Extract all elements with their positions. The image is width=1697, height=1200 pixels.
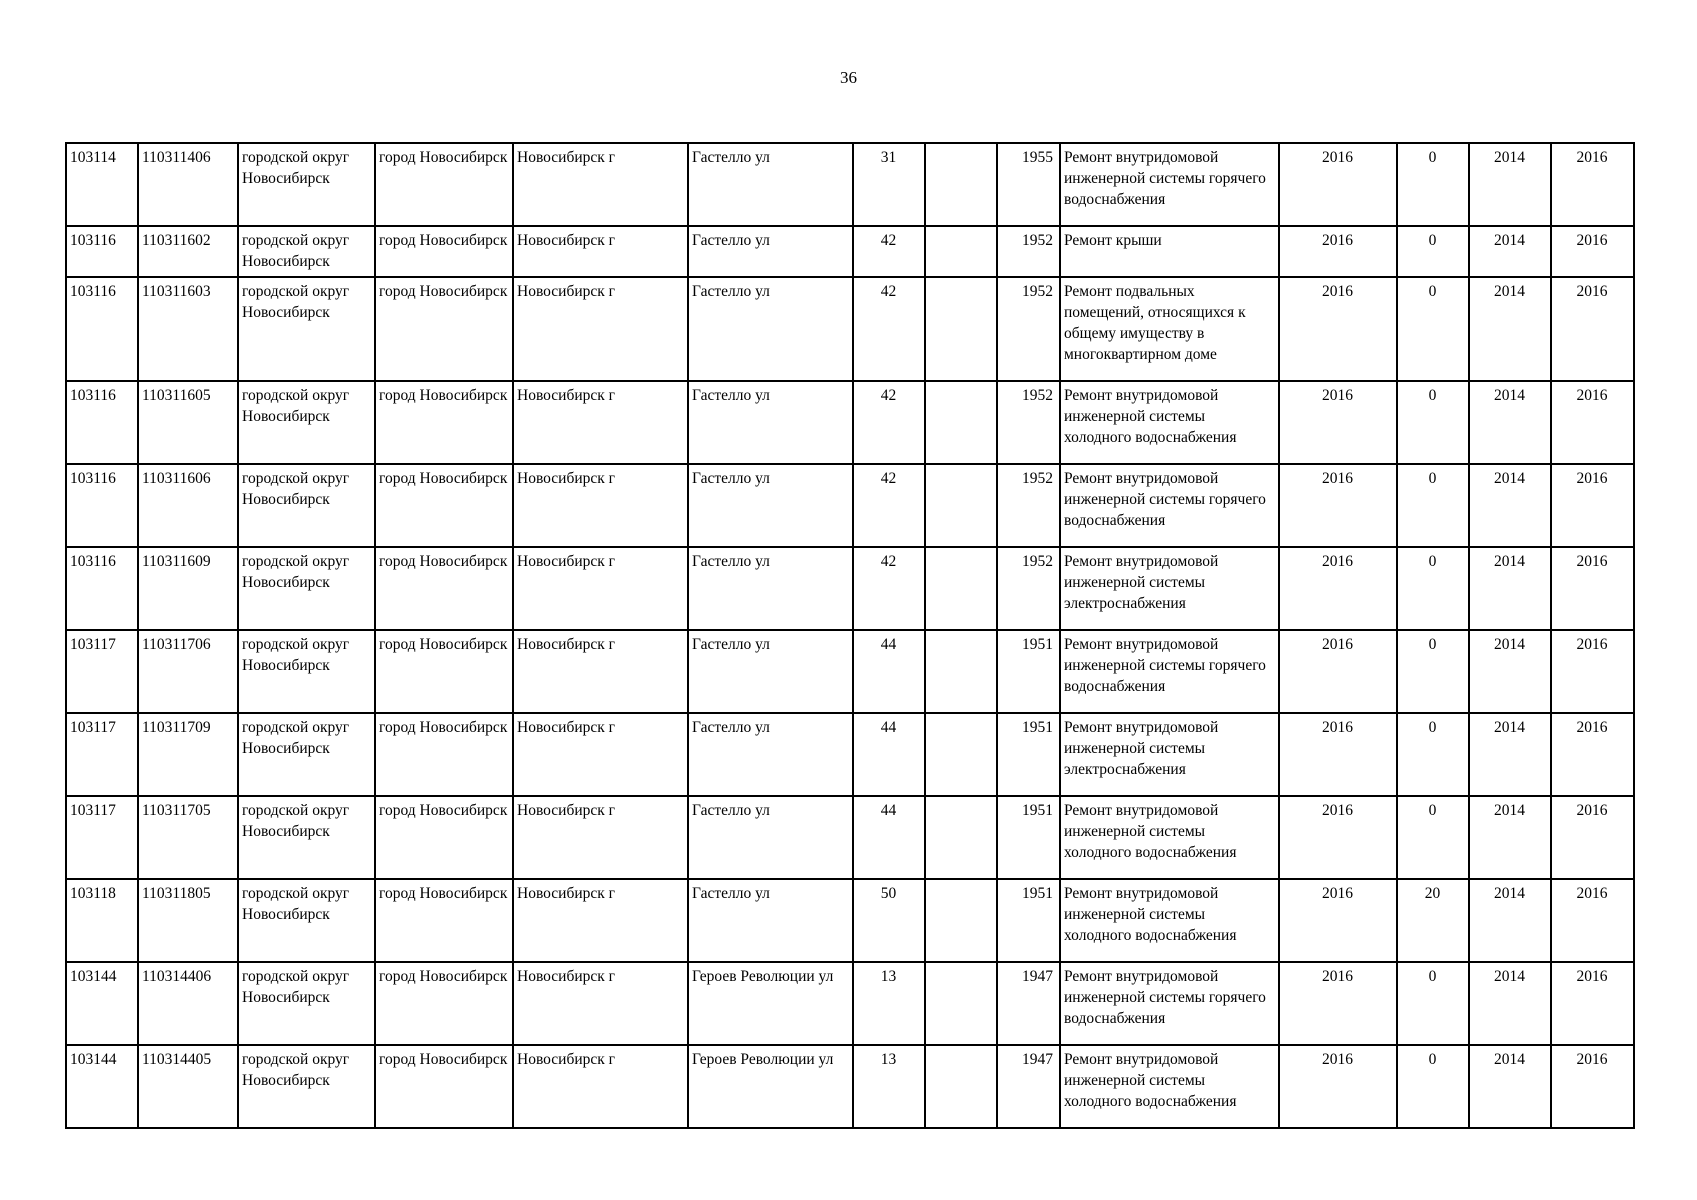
house-number-cell: 42 (853, 381, 925, 464)
build-year-cell: 1947 (997, 962, 1060, 1045)
period-end-cell: 2016 (1551, 1045, 1634, 1128)
house-number-cell: 50 (853, 879, 925, 962)
period-start-cell: 2014 (1469, 630, 1551, 713)
record-code-cell: 110314405 (138, 1045, 238, 1128)
plan-year-cell: 2016 (1279, 547, 1397, 630)
build-year-cell: 1951 (997, 630, 1060, 713)
plan-year-cell: 2016 (1279, 630, 1397, 713)
work-type-cell: Ремонт внутридомовой инженерной системы холодного водоснабжения (1060, 796, 1279, 879)
table-row (66, 381, 1634, 464)
amount-cell: 0 (1397, 713, 1469, 796)
street-cell: Гастелло ул (688, 277, 853, 381)
table-row (66, 143, 1634, 226)
record-code-cell: 110311609 (138, 547, 238, 630)
period-end-cell: 2016 (1551, 713, 1634, 796)
period-start-cell: 2014 (1469, 277, 1551, 381)
work-type-cell: Ремонт подвальных помещений, относящихся к общему имуществу в многоквартирном доме (1060, 277, 1279, 381)
page-number: 36 (840, 68, 857, 87)
period-end-cell: 2016 (1551, 547, 1634, 630)
work-type-cell: Ремонт внутридомовой инженерной системы горячего водоснабжения (1060, 464, 1279, 547)
plan-year-cell: 2016 (1279, 796, 1397, 879)
city-cell: Новосибирск г (513, 630, 688, 713)
period-end-cell: 2016 (1551, 143, 1634, 226)
house-number-cell: 44 (853, 713, 925, 796)
table-row (66, 226, 1634, 277)
street-cell: Гастелло ул (688, 713, 853, 796)
house-number-cell: 42 (853, 226, 925, 277)
building-cell (925, 1045, 997, 1128)
period-start-cell: 2014 (1469, 381, 1551, 464)
repair-registry-table (65, 142, 1635, 1129)
object-id-cell: 103116 (66, 226, 138, 277)
building-cell (925, 796, 997, 879)
house-number-cell: 44 (853, 630, 925, 713)
period-start-cell: 2014 (1469, 547, 1551, 630)
table-row (66, 547, 1634, 630)
street-cell: Гастелло ул (688, 143, 853, 226)
build-year-cell: 1952 (997, 381, 1060, 464)
building-cell (925, 879, 997, 962)
build-year-cell: 1951 (997, 713, 1060, 796)
plan-year-cell: 2016 (1279, 277, 1397, 381)
period-end-cell: 2016 (1551, 277, 1634, 381)
object-id-cell: 103117 (66, 630, 138, 713)
record-code-cell: 110311606 (138, 464, 238, 547)
street-cell: Гастелло ул (688, 226, 853, 277)
build-year-cell: 1952 (997, 464, 1060, 547)
object-id-cell: 103118 (66, 879, 138, 962)
settlement-cell: город Новосибирск (375, 879, 513, 962)
settlement-cell: город Новосибирск (375, 277, 513, 381)
period-start-cell: 2014 (1469, 713, 1551, 796)
house-number-cell: 44 (853, 796, 925, 879)
record-code-cell: 110311605 (138, 381, 238, 464)
settlement-cell: город Новосибирск (375, 796, 513, 879)
house-number-cell: 31 (853, 143, 925, 226)
street-cell: Героев Революции ул (688, 962, 853, 1045)
district-cell: городской округ Новосибирск (238, 226, 375, 277)
district-cell: городской округ Новосибирск (238, 962, 375, 1045)
settlement-cell: город Новосибирск (375, 1045, 513, 1128)
building-cell (925, 713, 997, 796)
table-row (66, 962, 1634, 1045)
plan-year-cell: 2016 (1279, 226, 1397, 277)
amount-cell: 20 (1397, 879, 1469, 962)
house-number-cell: 13 (853, 962, 925, 1045)
amount-cell: 0 (1397, 381, 1469, 464)
period-start-cell: 2014 (1469, 796, 1551, 879)
street-cell: Гастелло ул (688, 796, 853, 879)
city-cell: Новосибирск г (513, 879, 688, 962)
city-cell: Новосибирск г (513, 1045, 688, 1128)
settlement-cell: город Новосибирск (375, 630, 513, 713)
district-cell: городской округ Новосибирск (238, 1045, 375, 1128)
city-cell: Новосибирск г (513, 143, 688, 226)
work-type-cell: Ремонт внутридомовой инженерной системы горячего водоснабжения (1060, 962, 1279, 1045)
settlement-cell: город Новосибирск (375, 547, 513, 630)
work-type-cell: Ремонт крыши (1060, 226, 1279, 277)
object-id-cell: 103117 (66, 796, 138, 879)
record-code-cell: 110314406 (138, 962, 238, 1045)
building-cell (925, 226, 997, 277)
district-cell: городской округ Новосибирск (238, 630, 375, 713)
record-code-cell: 110311406 (138, 143, 238, 226)
city-cell: Новосибирск г (513, 226, 688, 277)
building-cell (925, 464, 997, 547)
street-cell: Героев Революции ул (688, 1045, 853, 1128)
house-number-cell: 42 (853, 547, 925, 630)
record-code-cell: 110311602 (138, 226, 238, 277)
period-start-cell: 2014 (1469, 879, 1551, 962)
period-end-cell: 2016 (1551, 796, 1634, 879)
table-row (66, 464, 1634, 547)
period-start-cell: 2014 (1469, 464, 1551, 547)
amount-cell: 0 (1397, 630, 1469, 713)
table-row (66, 630, 1634, 713)
build-year-cell: 1955 (997, 143, 1060, 226)
amount-cell: 0 (1397, 143, 1469, 226)
street-cell: Гастелло ул (688, 464, 853, 547)
settlement-cell: город Новосибирск (375, 381, 513, 464)
district-cell: городской округ Новосибирск (238, 547, 375, 630)
city-cell: Новосибирск г (513, 277, 688, 381)
object-id-cell: 103117 (66, 713, 138, 796)
build-year-cell: 1951 (997, 796, 1060, 879)
period-end-cell: 2016 (1551, 226, 1634, 277)
build-year-cell: 1952 (997, 277, 1060, 381)
district-cell: городской округ Новосибирск (238, 879, 375, 962)
period-end-cell: 2016 (1551, 630, 1634, 713)
city-cell: Новосибирск г (513, 796, 688, 879)
settlement-cell: город Новосибирск (375, 226, 513, 277)
house-number-cell: 13 (853, 1045, 925, 1128)
building-cell (925, 143, 997, 226)
table-row (66, 277, 1634, 381)
city-cell: Новосибирск г (513, 962, 688, 1045)
city-cell: Новосибирск г (513, 464, 688, 547)
build-year-cell: 1952 (997, 547, 1060, 630)
table-body (66, 143, 1634, 1128)
street-cell: Гастелло ул (688, 879, 853, 962)
object-id-cell: 103144 (66, 1045, 138, 1128)
period-start-cell: 2014 (1469, 143, 1551, 226)
work-type-cell: Ремонт внутридомовой инженерной системы холодного водоснабжения (1060, 879, 1279, 962)
building-cell (925, 630, 997, 713)
work-type-cell: Ремонт внутридомовой инженерной системы электроснабжения (1060, 713, 1279, 796)
settlement-cell: город Новосибирск (375, 464, 513, 547)
city-cell: Новосибирск г (513, 381, 688, 464)
work-type-cell: Ремонт внутридомовой инженерной системы электроснабжения (1060, 547, 1279, 630)
plan-year-cell: 2016 (1279, 713, 1397, 796)
building-cell (925, 547, 997, 630)
district-cell: городской округ Новосибирск (238, 796, 375, 879)
period-start-cell: 2014 (1469, 226, 1551, 277)
amount-cell: 0 (1397, 464, 1469, 547)
plan-year-cell: 2016 (1279, 879, 1397, 962)
amount-cell: 0 (1397, 1045, 1469, 1128)
settlement-cell: город Новосибирск (375, 143, 513, 226)
district-cell: городской округ Новосибирск (238, 713, 375, 796)
object-id-cell: 103116 (66, 547, 138, 630)
period-start-cell: 2014 (1469, 962, 1551, 1045)
amount-cell: 0 (1397, 277, 1469, 381)
plan-year-cell: 2016 (1279, 143, 1397, 226)
plan-year-cell: 2016 (1279, 464, 1397, 547)
record-code-cell: 110311706 (138, 630, 238, 713)
build-year-cell: 1951 (997, 879, 1060, 962)
amount-cell: 0 (1397, 796, 1469, 879)
period-end-cell: 2016 (1551, 464, 1634, 547)
period-end-cell: 2016 (1551, 962, 1634, 1045)
record-code-cell: 110311705 (138, 796, 238, 879)
street-cell: Гастелло ул (688, 547, 853, 630)
record-code-cell: 110311709 (138, 713, 238, 796)
building-cell (925, 962, 997, 1045)
period-start-cell: 2014 (1469, 1045, 1551, 1128)
object-id-cell: 103116 (66, 464, 138, 547)
work-type-cell: Ремонт внутридомовой инженерной системы холодного водоснабжения (1060, 1045, 1279, 1128)
object-id-cell: 103116 (66, 381, 138, 464)
district-cell: городской округ Новосибирск (238, 143, 375, 226)
table-row (66, 796, 1634, 879)
build-year-cell: 1947 (997, 1045, 1060, 1128)
city-cell: Новосибирск г (513, 713, 688, 796)
plan-year-cell: 2016 (1279, 1045, 1397, 1128)
district-cell: городской округ Новосибирск (238, 464, 375, 547)
plan-year-cell: 2016 (1279, 381, 1397, 464)
plan-year-cell: 2016 (1279, 962, 1397, 1045)
street-cell: Гастелло ул (688, 381, 853, 464)
district-cell: городской округ Новосибирск (238, 381, 375, 464)
settlement-cell: город Новосибирск (375, 713, 513, 796)
build-year-cell: 1952 (997, 226, 1060, 277)
amount-cell: 0 (1397, 226, 1469, 277)
period-end-cell: 2016 (1551, 381, 1634, 464)
district-cell: городской округ Новосибирск (238, 277, 375, 381)
street-cell: Гастелло ул (688, 630, 853, 713)
work-type-cell: Ремонт внутридомовой инженерной системы горячего водоснабжения (1060, 630, 1279, 713)
house-number-cell: 42 (853, 464, 925, 547)
amount-cell: 0 (1397, 962, 1469, 1045)
table-row (66, 879, 1634, 962)
amount-cell: 0 (1397, 547, 1469, 630)
city-cell: Новосибирск г (513, 547, 688, 630)
period-end-cell: 2016 (1551, 879, 1634, 962)
work-type-cell: Ремонт внутридомовой инженерной системы холодного водоснабжения (1060, 381, 1279, 464)
building-cell (925, 277, 997, 381)
building-cell (925, 381, 997, 464)
table-row (66, 713, 1634, 796)
object-id-cell: 103144 (66, 962, 138, 1045)
house-number-cell: 42 (853, 277, 925, 381)
work-type-cell: Ремонт внутридомовой инженерной системы горячего водоснабжения (1060, 143, 1279, 226)
object-id-cell: 103116 (66, 277, 138, 381)
object-id-cell: 103114 (66, 143, 138, 226)
table-row (66, 1045, 1634, 1128)
record-code-cell: 110311603 (138, 277, 238, 381)
settlement-cell: город Новосибирск (375, 962, 513, 1045)
record-code-cell: 110311805 (138, 879, 238, 962)
